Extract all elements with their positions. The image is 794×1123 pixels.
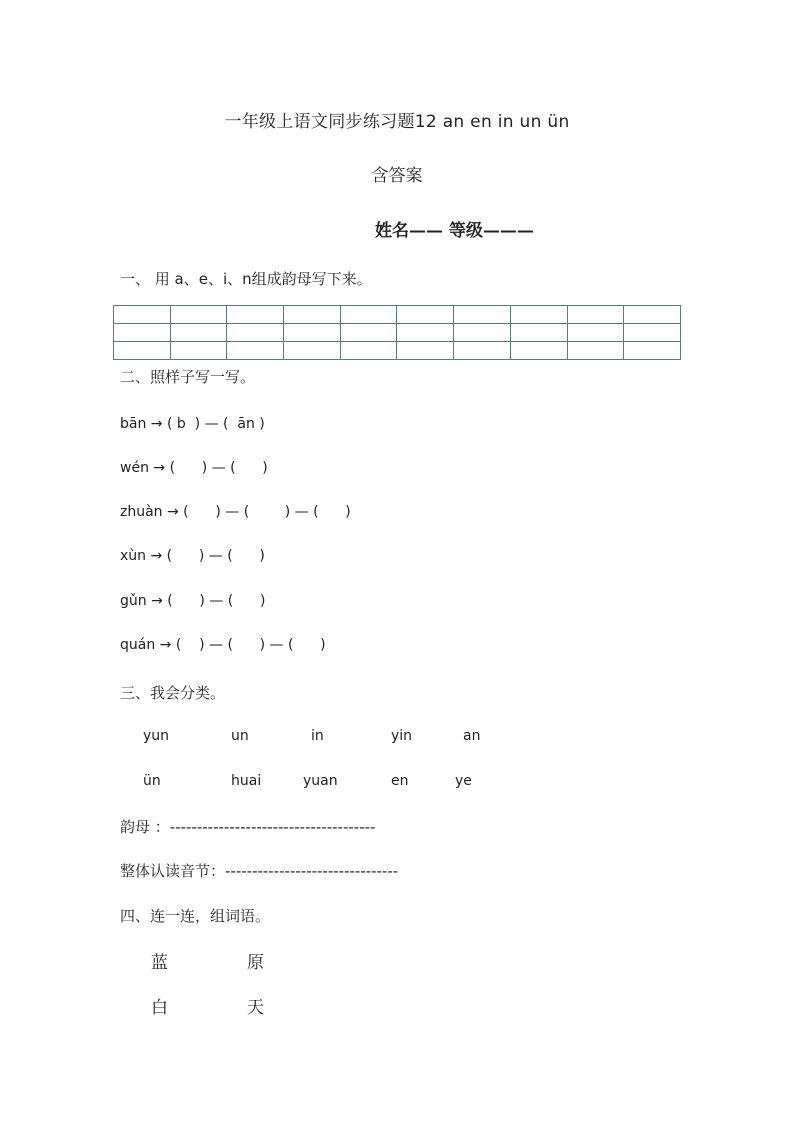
match-right-char: 天 [247, 998, 264, 1018]
example-line: bān → ( b ) — ( ān ) [120, 416, 265, 432]
grid-cell [284, 342, 341, 360]
grid-cell [397, 306, 454, 324]
grid-cell [397, 342, 454, 360]
grid-cell [454, 324, 511, 342]
classify-word: an [463, 728, 481, 744]
answer-grid [113, 305, 681, 360]
match-right-char: 原 [247, 953, 264, 973]
exercise-line: wén → ( ) — ( ) [120, 460, 268, 476]
grid-cell [567, 342, 624, 360]
grid-cell [170, 306, 227, 324]
grid-cell [284, 324, 341, 342]
grid-cell [567, 306, 624, 324]
classify-word: yuan [303, 773, 338, 789]
grid-cell [624, 342, 681, 360]
classify-word: en [391, 773, 409, 789]
section3-heading: 三、我会分类。 [120, 684, 226, 702]
classify-word: yin [391, 728, 413, 744]
classify-word: ye [455, 773, 472, 789]
grid-cell [114, 324, 171, 342]
grid-cell [624, 324, 681, 342]
grid-cell [340, 342, 397, 360]
exercise-line: xùn → ( ) — ( ) [120, 548, 265, 564]
grid-cell [227, 342, 284, 360]
grid-cell [340, 306, 397, 324]
grid-cell [510, 306, 567, 324]
exercise-line: zhuàn → ( ) — ( ) — ( ) [120, 504, 351, 520]
grid-cell [397, 324, 454, 342]
page-title: 一年级上语文同步练习题12 an en in un ün [224, 112, 570, 132]
grid-cell [114, 342, 171, 360]
match-left-char: 蓝 [151, 953, 168, 973]
section1-heading: 一、 用 a、e、i、n组成韵母写下来。 [120, 270, 372, 288]
section4-heading: 四、连一连，组词语。 [120, 907, 271, 925]
match-left-char: 白 [151, 998, 168, 1018]
grid-cell [567, 324, 624, 342]
grid-cell [114, 306, 171, 324]
grid-cell [284, 306, 341, 324]
grid-row [114, 342, 681, 360]
grid-cell [340, 324, 397, 342]
syllables-answer-line: 整体认读音节：-------------------------------- [120, 862, 399, 880]
grid-cell [227, 324, 284, 342]
grid-cell [624, 306, 681, 324]
name-grade-line: 姓名—— 等级——— [375, 221, 534, 241]
classify-word: in [311, 728, 324, 744]
grid-cell [454, 306, 511, 324]
grid-cell [227, 306, 284, 324]
grid-row [114, 324, 681, 342]
classify-word: yun [143, 728, 170, 744]
grid-row [114, 306, 681, 324]
classify-word: ün [143, 773, 161, 789]
grid-cell [510, 342, 567, 360]
classify-word: huai [231, 773, 262, 789]
grid-cell [454, 342, 511, 360]
grid-cell [170, 324, 227, 342]
page-subtitle: 含答案 [371, 166, 423, 186]
finals-answer-line: 韵母 ：-------------------------------------- [120, 818, 376, 836]
exercise-line: quán → ( ) — ( ) — ( ) [120, 637, 326, 653]
classify-word: un [231, 728, 249, 744]
grid-cell [170, 342, 227, 360]
section2-heading: 二、照样子写一写。 [120, 368, 256, 386]
exercise-line: gǔn → ( ) — ( ) [120, 593, 266, 609]
grid-cell [510, 324, 567, 342]
